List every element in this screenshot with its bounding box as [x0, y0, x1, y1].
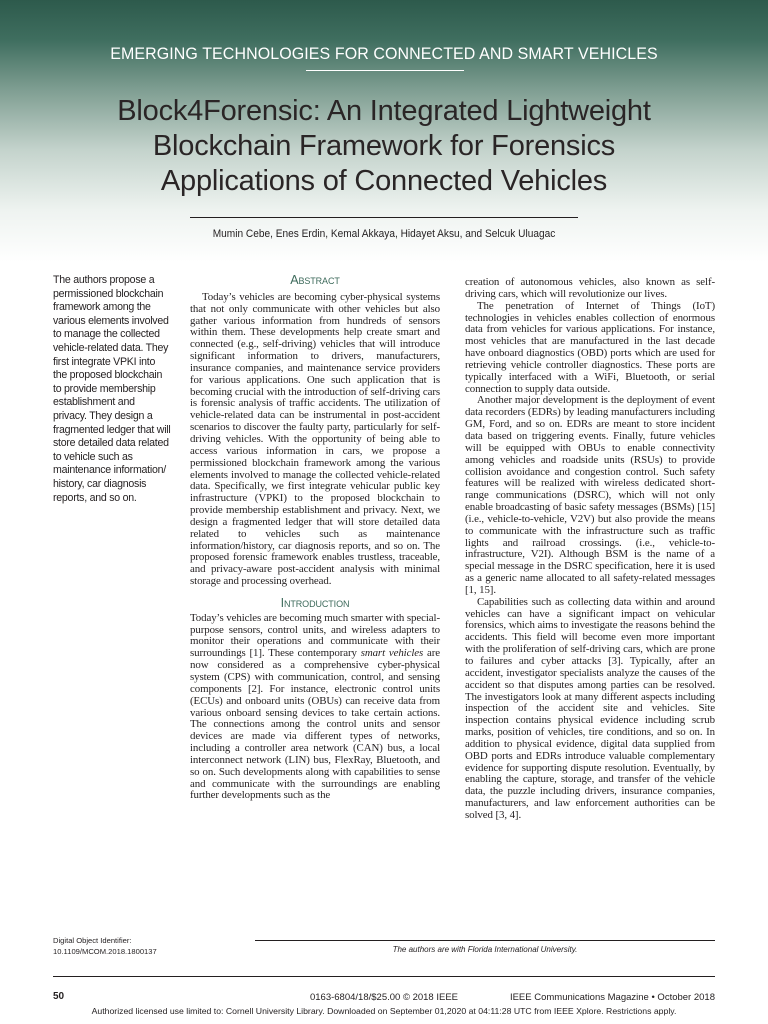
issn-copyright: 0163-6804/18/$25.00 © 2018 IEEE [309, 992, 459, 1003]
footnote-rule [255, 940, 715, 941]
author-affiliation: The authors are with Florida International University. [392, 945, 578, 954]
title-line-2: Blockchain Framework for Forensics [152, 130, 616, 162]
doi-label: Digital Object Identifier: [53, 936, 132, 945]
intro-paragraph-2: The penetration of Internet of Things (IoT) technologies in vehicles enables collection of enormous data from vehicles for various applications. For instance, most vehicles that are manufactured in the last decade have onboard diagnostics (OBD) ports which are used for retrieving vehicle controller diagnostics. These ports are typically interfaced with a WiFi, Bluetooth, or serial connection to supply data outside. [465, 299, 715, 395]
middle-column [190, 273, 440, 802]
title-line-1: Block4Forensic: An Integrated Lightweight [117, 95, 651, 127]
journal-issue: IEEE Communications Magazine • October 2018 [509, 992, 715, 1003]
intro-p1-emphasis: smart vehicles [360, 647, 424, 660]
side-summary: The authors propose a permissioned blockchain framework among the various elements involved to manage the collected vehicle-related data. They first integrate VPKI into the proposed blockchain to provide membership establishment and privacy. They design a fragmented ledger that will store detailed data related to vehicle such as maintenance information/ history, car diagnosis reports, and so on. [53, 274, 171, 504]
article-title [40, 94, 728, 199]
series-underline [306, 70, 464, 71]
intro-p1-part-a: Today’s vehicles are becoming much smarter with special-purpose sensors, control units, and wireless adapters to monitor their operations and communicate with their surroundings [1]. These contemporary [190, 611, 440, 660]
page-number: 50 [53, 991, 65, 1002]
intro-paragraph-1 [190, 613, 440, 803]
title-divider [190, 217, 578, 218]
intro-p1-part-b: are now considered as a comprehensive cyber-physical system (CPS) with communication, control, and sensing components [2]. For instance, electronic control units (ECUs) and onboard units (OBUs) can receive data from various onboard sensing devices to take certain actions. The connections among the control units and sensor devices are made via different types of networks, including a controller area network (CAN) bus, a local interconnect network (LIN) bus, FlexRay, Bluetooth, and so on. Such developments along with capabilities to sense and communicate with the surroundings are enabling further developments such as the [190, 647, 440, 802]
abstract-heading: Abstract [290, 273, 340, 287]
title-line-3: Applications of Connected Vehicles [160, 165, 608, 197]
intro-paragraph-1-continued: creation of autonomous vehicles, also known as self-driving cars, which will revolutionize our lives. [465, 276, 715, 300]
abstract-text: Today’s vehicles are becoming cyber-physical systems that not only communicate with other vehicles but also gather various information from hundreds of sensors within them. These developments help create smart and connected (e.g., self-driving) vehicles that will introduce significant information to drivers, manufacturers, insurance companies, and maintenance service providers for various applications. One such application that is becoming crucial with the introduction of self-driving cars is forensic analysis of traffic accidents. The utilization of vehicle-related data can be instrumental in post-accident scenarios to discover the faulty party, particularly for self-driving vehicles. With the opportunity of being able to access various information in cars, we propose a permissioned blockchain framework among the various elements involved to manage the collected vehicle-related data. Specifically, we first integrate vehicular public key infrastructure (VPKI) to the proposed blockchain to provide membership establishment and privacy. Next, we design a fragmented ledger that will store detailed data related to vehicles such as maintenance information/history, car diagnosis reports, and so on. The proposed forensic framework enables trustless, traceable, and privacy-aware post-accident analysis with minimal storage and processing overhead. [190, 290, 440, 588]
introduction-heading: Introduction [280, 595, 350, 610]
doi-block [53, 935, 193, 957]
footer-rule [53, 976, 715, 977]
doi-value: 10.1109/MCOM.2018.1800137 [53, 947, 157, 956]
intro-paragraph-3: Another major development is the deployment of event data recorders (EDRs) by leading manufacturers including GM, Ford, and so on. EDRs are meant to store incident data based on triggering events. Finally, future vehicles will be equipped with OBUs to enable connectivity among vehicles and roadside units (RSUs) to provide collision avoidance and congestion control. Such safety features will be realized with wireless dedicated short-range communications (DSRC), which will not only enable broadcasting of basic safety messages (BSMs) [15] (i.e., vehicle-to-vehicle, V2V) but also provide the means to communicate with the infrastructure such as traffic lights and railroad crossings. (i.e., vehicle-to-infrastructure, V2I). Although BSM is the name of a special message in the DSRC specification, here it is used as a generic name allocated to all safety-related messages [1, 15]. [465, 394, 715, 596]
intro-paragraph-4: Capabilities such as collecting data within and around vehicles can have a significant impact on vehicular forensics, which aims to investigate the reasons behind the accidents. This field will become even more important with the proliferation of self-driving cars, which are prone to failures and cyber attacks [3]. Typically, after an accident, investigator specialists analyze the causes of the accident so that disputes among parties can be resolved. The investigators look at many different aspects including inspection of the accident site and vehicles. Site inspection contains physical evidence including scrub marks, position of vehicles, tire conditions, and so on. In addition to physical evidence, digital data supplied from OBD ports and EDRs introduce valuable complementary evidence for supporting dispute resolution. Eventually, by enabling the capture, storage, and transfer of the vehicle data, the puzzle including drivers, insurance companies, manufacturers, and law enforcement authorities can be solved [3, 4]. [465, 595, 715, 821]
license-notice: Authorized licensed use limited to: Cornell University Library. Downloaded on September 01,2020 at 04:11:28 UTC from IEEE Xplore. Restrictions apply. [91, 1006, 677, 1016]
author-list: Mumin Cebe, Enes Erdin, Kemal Akkaya, Hidayet Aksu, and Selcuk Uluagac [212, 228, 556, 240]
right-column [465, 277, 715, 822]
series-title: EMERGING TECHNOLOGIES FOR CONNECTED AND SMART VEHICLES [110, 44, 658, 63]
